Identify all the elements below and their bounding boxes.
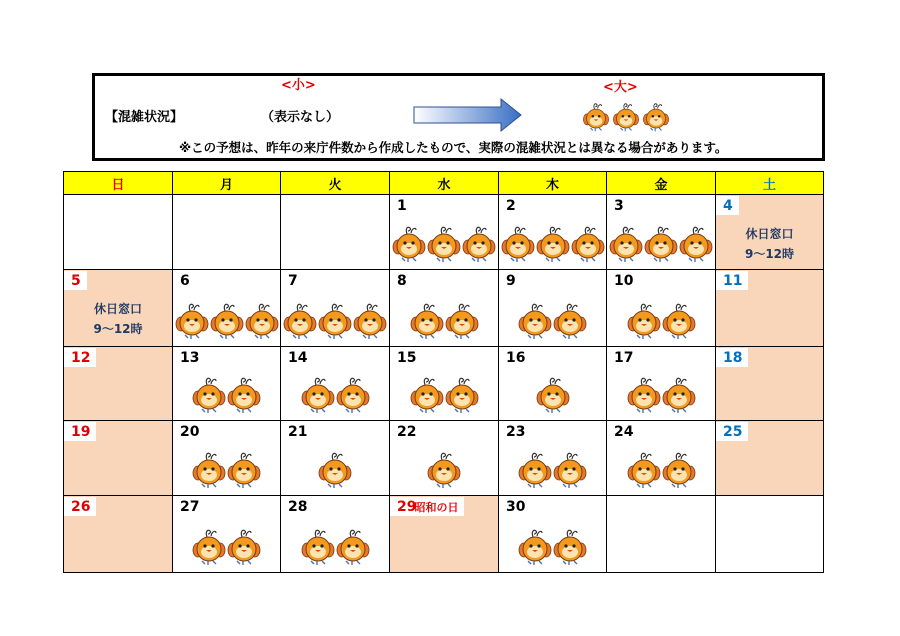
orange-bird-mascot-icon	[679, 225, 713, 263]
weekday-header: 木	[499, 172, 607, 195]
weekday-header-row	[64, 172, 824, 195]
orange-bird-mascot-icon	[353, 302, 387, 340]
legend-note: ※この予想は、昨年の来庁件数から作成したもので、実際の混雑状況とは異なる場合があります。	[179, 140, 728, 155]
orange-bird-mascot-icon	[210, 302, 244, 340]
orange-bird-mascot-icon	[612, 102, 640, 132]
calendar-day-cell	[173, 195, 281, 270]
calendar-day-cell	[281, 347, 390, 421]
orange-bird-mascot-icon	[518, 451, 552, 489]
congestion-indicator	[499, 302, 606, 340]
legend-none-label: （表示なし）	[261, 110, 340, 125]
holiday-window-label: 休日窓口	[93, 302, 142, 316]
day-number: 19	[64, 422, 96, 441]
day-number: 27	[173, 497, 205, 516]
orange-bird-mascot-icon	[427, 451, 461, 489]
congestion-indicator	[390, 376, 498, 414]
congestion-legend	[92, 73, 825, 161]
calendar-day-cell	[64, 195, 173, 270]
orange-bird-mascot-icon	[336, 376, 370, 414]
congestion-indicator	[173, 376, 280, 414]
orange-bird-mascot-icon	[227, 376, 261, 414]
calendar-day-cell	[607, 496, 716, 573]
day-number: 23	[499, 422, 531, 441]
holiday-window-hours: 9～12時	[744, 247, 795, 261]
calendar-day-cell	[716, 347, 824, 421]
holiday-name: 昭和の日	[414, 501, 459, 514]
calendar-day-cell	[716, 421, 824, 496]
legend-large-label: <大>	[603, 80, 638, 95]
weekday-header: 土	[716, 172, 824, 195]
gradient-arrow-right-icon	[413, 98, 523, 132]
calendar-day-cell	[499, 496, 607, 573]
holiday-window-notice	[64, 299, 172, 339]
calendar-day-cell	[390, 195, 499, 270]
day-number: 10	[607, 271, 639, 290]
orange-bird-mascot-icon	[553, 302, 587, 340]
congestion-indicator	[499, 451, 606, 489]
congestion-indicator	[173, 451, 280, 489]
holiday-window-notice	[716, 224, 823, 264]
day-number: 2	[499, 196, 522, 215]
orange-bird-mascot-icon	[662, 451, 696, 489]
orange-bird-mascot-icon	[518, 528, 552, 566]
orange-bird-mascot-icon	[536, 225, 570, 263]
orange-bird-mascot-icon	[192, 451, 226, 489]
calendar-day-cell	[716, 270, 824, 347]
calendar-day-cell	[64, 496, 173, 573]
day-number: 16	[499, 348, 531, 367]
holiday-window-label: 休日窓口	[745, 227, 794, 241]
orange-bird-mascot-icon	[501, 225, 535, 263]
calendar-day-cell	[281, 270, 390, 347]
orange-bird-mascot-icon	[553, 451, 587, 489]
calendar-week-row	[64, 421, 824, 496]
day-number: 18	[716, 348, 748, 367]
orange-bird-mascot-icon	[192, 528, 226, 566]
orange-bird-mascot-icon	[175, 302, 209, 340]
orange-bird-mascot-icon	[462, 225, 496, 263]
calendar-week-row	[64, 270, 824, 347]
orange-bird-mascot-icon	[227, 528, 261, 566]
day-number: 3	[607, 196, 630, 215]
day-number: 24	[607, 422, 639, 441]
day-number: 28	[281, 497, 313, 516]
calendar-day-cell	[716, 195, 824, 270]
congestion-indicator	[173, 528, 280, 566]
day-number: 4	[716, 196, 739, 215]
weekday-header: 日	[64, 172, 173, 195]
weekday-header: 金	[607, 172, 716, 195]
orange-bird-mascot-icon	[318, 302, 352, 340]
orange-bird-mascot-icon	[518, 302, 552, 340]
congestion-indicator	[499, 225, 606, 263]
day-number: 11	[716, 271, 748, 290]
orange-bird-mascot-icon	[553, 528, 587, 566]
day-number: 6	[173, 271, 196, 290]
orange-bird-mascot-icon	[609, 225, 643, 263]
calendar-week-row	[64, 195, 824, 270]
calendar-day-cell	[607, 270, 716, 347]
day-number: 14	[281, 348, 313, 367]
day-number: 30	[499, 497, 531, 516]
day-number: 25	[716, 422, 748, 441]
congestion-indicator	[499, 528, 606, 566]
congestion-indicator	[281, 302, 389, 340]
orange-bird-mascot-icon	[627, 451, 661, 489]
congestion-calendar	[63, 171, 824, 573]
congestion-indicator	[607, 451, 715, 489]
congestion-indicator	[281, 451, 389, 489]
calendar-day-cell	[607, 347, 716, 421]
day-number: 5	[64, 271, 87, 290]
calendar-day-cell	[281, 496, 390, 573]
orange-bird-mascot-icon	[662, 302, 696, 340]
calendar-day-cell	[173, 496, 281, 573]
congestion-indicator	[173, 302, 280, 340]
congestion-indicator	[281, 528, 389, 566]
calendar-day-cell	[499, 347, 607, 421]
orange-bird-mascot-icon	[301, 376, 335, 414]
day-number: 17	[607, 348, 639, 367]
day-number: 7	[281, 271, 304, 290]
legend-small-label: <小>	[281, 78, 316, 93]
day-number: 26	[64, 497, 96, 516]
orange-bird-mascot-icon	[627, 302, 661, 340]
orange-bird-mascot-icon	[336, 528, 370, 566]
calendar-day-cell	[716, 496, 824, 573]
day-number: 21	[281, 422, 313, 441]
weekday-header: 水	[390, 172, 499, 195]
orange-bird-mascot-icon	[318, 451, 352, 489]
calendar-day-cell	[499, 270, 607, 347]
orange-bird-mascot-icon	[392, 225, 426, 263]
orange-bird-mascot-icon	[283, 302, 317, 340]
calendar-day-cell	[64, 270, 173, 347]
day-number: 9	[499, 271, 522, 290]
orange-bird-mascot-icon	[445, 376, 479, 414]
holiday-window-hours: 9～12時	[93, 322, 143, 336]
calendar-day-cell	[173, 347, 281, 421]
orange-bird-mascot-icon	[301, 528, 335, 566]
day-number: 29昭和の日	[390, 497, 464, 516]
calendar-day-cell	[390, 421, 499, 496]
calendar-day-cell	[64, 421, 173, 496]
day-number: 22	[390, 422, 422, 441]
day-number: 13	[173, 348, 205, 367]
day-number: 15	[390, 348, 422, 367]
orange-bird-mascot-icon	[427, 225, 461, 263]
congestion-indicator	[499, 376, 606, 414]
congestion-indicator	[281, 376, 389, 414]
congestion-indicator	[607, 302, 715, 340]
orange-bird-mascot-icon	[662, 376, 696, 414]
orange-bird-mascot-icon	[410, 302, 444, 340]
calendar-day-cell	[173, 270, 281, 347]
orange-bird-mascot-icon	[536, 376, 570, 414]
weekday-header: 火	[281, 172, 390, 195]
day-number: 8	[390, 271, 413, 290]
congestion-indicator	[390, 451, 498, 489]
orange-bird-mascot-icon	[227, 451, 261, 489]
weekday-header: 月	[173, 172, 281, 195]
calendar-day-cell	[390, 270, 499, 347]
calendar-day-cell	[173, 421, 281, 496]
congestion-indicator	[390, 225, 498, 263]
orange-bird-mascot-icon	[410, 376, 444, 414]
calendar-day-cell	[281, 421, 390, 496]
day-number: 20	[173, 422, 205, 441]
day-number: 12	[64, 348, 96, 367]
calendar-day-cell	[607, 421, 716, 496]
legend-birds	[582, 102, 670, 132]
orange-bird-mascot-icon	[582, 102, 610, 132]
orange-bird-mascot-icon	[644, 225, 678, 263]
calendar-week-row	[64, 496, 824, 573]
congestion-indicator	[607, 225, 715, 263]
calendar-day-cell	[499, 421, 607, 496]
congestion-indicator	[390, 302, 498, 340]
orange-bird-mascot-icon	[627, 376, 661, 414]
legend-title: 【混雑状況】	[105, 110, 184, 125]
orange-bird-mascot-icon	[571, 225, 605, 263]
orange-bird-mascot-icon	[245, 302, 279, 340]
orange-bird-mascot-icon	[642, 102, 670, 132]
calendar-day-cell	[607, 195, 716, 270]
day-number: 1	[390, 196, 413, 215]
calendar-day-cell	[64, 347, 173, 421]
calendar-week-row	[64, 347, 824, 421]
calendar-day-cell	[390, 347, 499, 421]
calendar-day-cell	[499, 195, 607, 270]
orange-bird-mascot-icon	[192, 376, 226, 414]
orange-bird-mascot-icon	[445, 302, 479, 340]
calendar-day-cell	[281, 195, 390, 270]
congestion-indicator	[607, 376, 715, 414]
calendar-day-cell	[390, 496, 499, 573]
